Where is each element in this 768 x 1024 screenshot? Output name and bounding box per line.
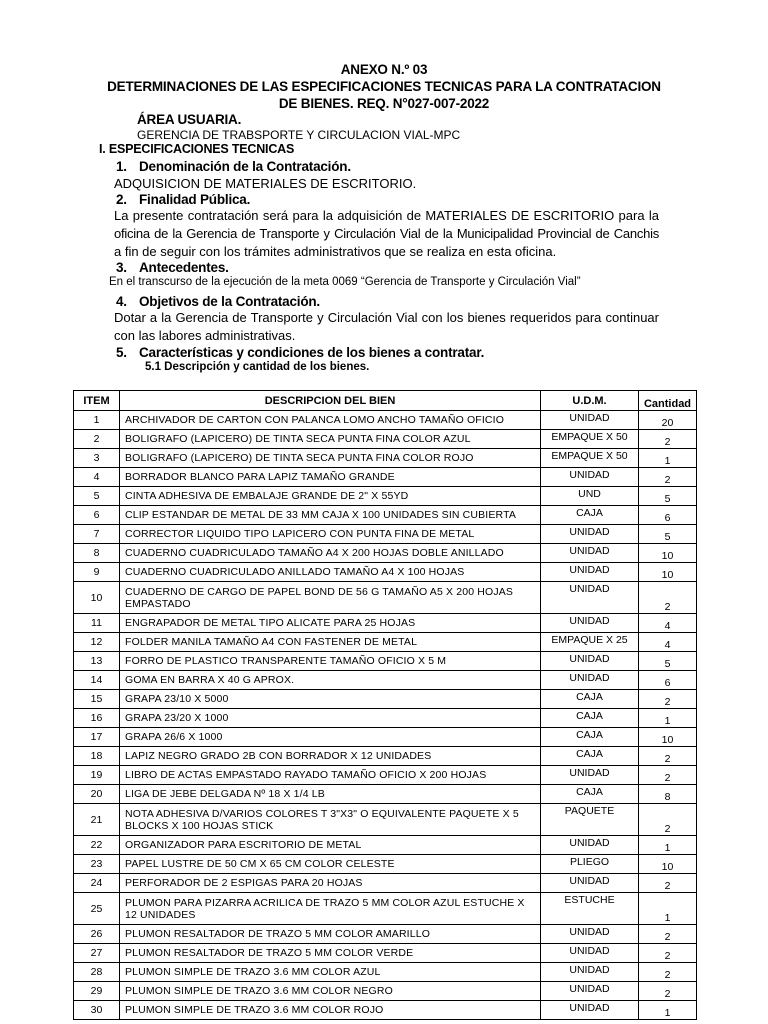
item-description-cell: ORGANIZADOR PARA ESCRITORIO DE METAL [120,836,541,855]
subsection-2-label: Finalidad Pública. [139,192,251,207]
item-number-cell: 13 [74,652,120,671]
subsection-2-number: 2. [116,192,127,207]
subsection-2-paragraph [114,207,659,261]
item-udm-cell: UNIDAD [541,671,639,690]
item-number-cell: 24 [74,874,120,893]
item-number-cell: 1 [74,411,120,430]
item-udm-cell: EMPAQUE X 25 [541,633,639,652]
item-udm-cell: UNIDAD [541,963,639,982]
item-number-cell: 15 [74,690,120,709]
table-row [74,544,697,563]
item-number-cell: 18 [74,747,120,766]
item-number-cell: 28 [74,963,120,982]
item-description-cell: FOLDER MANILA TAMAÑO A4 CON FASTENER DE METAL [120,633,541,652]
item-udm-cell: UNIDAD [541,874,639,893]
item-number-cell: 6 [74,506,120,525]
item-udm-cell: UNIDAD [541,525,639,544]
table-row [74,487,697,506]
item-description-cell: LAPIZ NEGRO GRADO 2B CON BORRADOR X 12 UNIDADES [120,747,541,766]
item-description-cell: CORRECTOR LIQUIDO TIPO LAPICERO CON PUNTA FINA DE METAL [120,525,541,544]
item-udm-cell: CAJA [541,506,639,525]
item-quantity-cell: 2 [639,747,697,766]
item-number-cell: 7 [74,525,120,544]
document-title-line1: DETERMINACIONES DE LAS ESPECIFICACIONES TECNICAS PARA LA CONTRATACION [107,79,661,94]
item-description-cell: PLUMON PARA PIZARRA ACRILICA DE TRAZO 5 MM COLOR AZUL ESTUCHE X 12 UNIDADES [120,893,541,925]
area-value: GERENCIA DE TRABSPORTE Y CIRCULACION VIAL-MPC [137,128,461,142]
item-number-cell: 11 [74,614,120,633]
table-row [74,468,697,487]
item-udm-cell: CAJA [541,690,639,709]
item-description-cell: CUADERNO CUADRICULADO ANILLADO TAMAÑO A4 X 100 HOJAS [120,563,541,582]
item-quantity-cell: 5 [639,487,697,506]
subsection-5-1-title: 5.1 Descripción y cantidad de los bienes. [145,361,370,373]
subsection-3-label: Antecedentes. [139,260,229,275]
item-description-cell: BOLIGRAFO (LAPICERO) DE TINTA SECA PUNTA FINA COLOR AZUL [120,430,541,449]
table-row [74,430,697,449]
item-udm-cell: UNIDAD [541,468,639,487]
column-header-quantity: Cantidad [639,391,697,411]
item-quantity-cell: 2 [639,468,697,487]
table-row [74,893,697,925]
subsection-1-title [116,159,351,174]
subsection-3-number: 3. [116,260,127,275]
item-description-cell: PAPEL LUSTRE DE 50 CM X 65 CM COLOR CELESTE [120,855,541,874]
subsection-4-line: con las labores administrativas. [114,328,296,343]
item-quantity-cell: 4 [639,614,697,633]
item-quantity-cell: 2 [639,944,697,963]
item-udm-cell: UNIDAD [541,944,639,963]
item-number-cell: 22 [74,836,120,855]
table-row [74,652,697,671]
item-description-cell: GOMA EN BARRA X 40 G APROX. [120,671,541,690]
area-label: ÁREA USUARIA. [137,112,242,127]
column-header-udm: U.D.M. [541,391,639,411]
item-quantity-cell: 1 [639,836,697,855]
item-udm-cell: CAJA [541,785,639,804]
table-row [74,633,697,652]
item-quantity-cell: 2 [639,874,697,893]
table-header-row [74,391,697,411]
column-header-item: ITEM [74,391,120,411]
table-row [74,874,697,893]
item-number-cell: 25 [74,893,120,925]
table-row [74,506,697,525]
subsection-3-text: En el transcurso de la ejecución de la meta 0069 “Gerencia de Transporte y Circulación Vial” [109,276,581,288]
item-udm-cell: UNIDAD [541,544,639,563]
item-number-cell: 9 [74,563,120,582]
document-title-line2: DE BIENES. REQ. N°027-007-2022 [278,96,490,111]
item-udm-cell: UNIDAD [541,836,639,855]
item-number-cell: 17 [74,728,120,747]
item-description-cell: PERFORADOR DE 2 ESPIGAS PARA 20 HOJAS [120,874,541,893]
table-row [74,411,697,430]
table-row [74,690,697,709]
table-row [74,836,697,855]
item-description-cell: PLUMON SIMPLE DE TRAZO 3.6 MM COLOR AZUL [120,963,541,982]
item-number-cell: 2 [74,430,120,449]
item-udm-cell: UNIDAD [541,925,639,944]
item-number-cell: 12 [74,633,120,652]
table-row [74,614,697,633]
section-title: I. ESPECIFICACIONES TECNICAS [99,142,295,156]
item-udm-cell: UNIDAD [541,766,639,785]
item-udm-cell: CAJA [541,747,639,766]
subsection-1-text: ADQUISICION DE MATERIALES DE ESCRITORIO. [114,176,417,191]
table-row [74,449,697,468]
item-number-cell: 27 [74,944,120,963]
item-number-cell: 14 [74,671,120,690]
column-header-description: DESCRIPCION DEL BIEN [120,391,541,411]
items-table [73,390,697,1020]
item-number-cell: 3 [74,449,120,468]
item-udm-cell: UNIDAD [541,1001,639,1020]
item-quantity-cell: 1 [639,1001,697,1020]
item-udm-cell: EMPAQUE X 50 [541,449,639,468]
item-number-cell: 29 [74,982,120,1001]
item-quantity-cell: 6 [639,506,697,525]
subsection-4-line: Dotar a la Gerencia de Transporte y Circulación Vial con los bienes requeridos para continuar [114,310,659,325]
table-row [74,671,697,690]
item-udm-cell: UNIDAD [541,982,639,1001]
item-number-cell: 5 [74,487,120,506]
item-description-cell: PLUMON RESALTADOR DE TRAZO 5 MM COLOR VERDE [120,944,541,963]
item-description-cell: CUADERNO CUADRICULADO TAMAÑO A4 X 200 HOJAS DOBLE ANILLADO [120,544,541,563]
subsection-4-number: 4. [116,294,127,309]
item-description-cell: LIGA DE JEBE DELGADA Nº 18 X 1/4 LB [120,785,541,804]
table-row [74,804,697,836]
item-quantity-cell: 8 [639,785,697,804]
table-row [74,855,697,874]
item-udm-cell: UNIDAD [541,582,639,614]
item-quantity-cell: 2 [639,804,697,836]
item-quantity-cell: 4 [639,633,697,652]
item-quantity-cell: 10 [639,544,697,563]
item-description-cell: CLIP ESTANDAR DE METAL DE 33 MM CAJA X 100 UNIDADES SIN CUBIERTA [120,506,541,525]
subsection-1-label: Denominación de la Contratación. [139,159,351,174]
table-row [74,982,697,1001]
item-number-cell: 21 [74,804,120,836]
item-quantity-cell: 2 [639,690,697,709]
item-quantity-cell: 2 [639,766,697,785]
item-quantity-cell: 2 [639,582,697,614]
item-number-cell: 20 [74,785,120,804]
item-number-cell: 19 [74,766,120,785]
item-description-cell: BORRADOR BLANCO PARA LAPIZ TAMAÑO GRANDE [120,468,541,487]
item-udm-cell: UNIDAD [541,563,639,582]
table-row [74,728,697,747]
subsection-4-title [116,294,320,309]
subsection-4-label: Objetivos de la Contratación. [139,294,320,309]
subsection-3-title [116,260,229,275]
table-row [74,963,697,982]
item-quantity-cell: 10 [639,855,697,874]
item-number-cell: 8 [74,544,120,563]
subsection-5-number: 5. [116,345,127,360]
item-quantity-cell: 1 [639,709,697,728]
item-number-cell: 10 [74,582,120,614]
item-number-cell: 30 [74,1001,120,1020]
item-udm-cell: PLIEGO [541,855,639,874]
table-row [74,785,697,804]
item-number-cell: 23 [74,855,120,874]
subsection-5-title [116,345,484,360]
table-row [74,582,697,614]
table-row [74,766,697,785]
item-description-cell: GRAPA 23/20 X 1000 [120,709,541,728]
item-udm-cell: CAJA [541,728,639,747]
table-row [74,1001,697,1020]
item-udm-cell: UNIDAD [541,411,639,430]
item-udm-cell: CAJA [541,709,639,728]
item-description-cell: GRAPA 26/6 X 1000 [120,728,541,747]
item-quantity-cell: 1 [639,449,697,468]
item-description-cell: CUADERNO DE CARGO DE PAPEL BOND DE 56 G TAMAÑO A5 X 200 HOJAS EMPASTADO [120,582,541,614]
table-row [74,925,697,944]
item-udm-cell: UNIDAD [541,652,639,671]
item-description-cell: ARCHIVADOR DE CARTON CON PALANCA LOMO ANCHO TAMAÑO OFICIO [120,411,541,430]
item-quantity-cell: 20 [639,411,697,430]
item-quantity-cell: 5 [639,525,697,544]
item-quantity-cell: 2 [639,982,697,1001]
item-quantity-cell: 2 [639,430,697,449]
table-row [74,563,697,582]
subsection-1-number: 1. [116,159,127,174]
item-quantity-cell: 5 [639,652,697,671]
table-row [74,525,697,544]
item-description-cell: LIBRO DE ACTAS EMPASTADO RAYADO TAMAÑO OFICIO X 200 HOJAS [120,766,541,785]
table-row [74,747,697,766]
subsection-4-paragraph [114,309,659,345]
item-quantity-cell: 6 [639,671,697,690]
item-udm-cell: UNIDAD [541,614,639,633]
subsection-2-line: oficina de la Gerencia de Transporte y Circulación Vial de la Municipalidad Provincial de Canchis [114,226,659,241]
item-description-cell: NOTA ADHESIVA D/VARIOS COLORES T 3"X3" O EQUIVALENTE PAQUETE X 5 BLOCKS X 100 HOJAS STICK [120,804,541,836]
annex-title: ANEXO N.º 03 [340,62,428,77]
table-row [74,709,697,728]
item-description-cell: ENGRAPADOR DE METAL TIPO ALICATE PARA 25 HOJAS [120,614,541,633]
item-udm-cell: UND [541,487,639,506]
subsection-5-label: Características y condiciones de los bienes a contratar. [139,345,485,360]
item-number-cell: 26 [74,925,120,944]
item-number-cell: 16 [74,709,120,728]
item-description-cell: FORRO DE PLASTICO TRANSPARENTE TAMAÑO OFICIO X 5 M [120,652,541,671]
item-quantity-cell: 10 [639,563,697,582]
item-description-cell: PLUMON SIMPLE DE TRAZO 3.6 MM COLOR ROJO [120,1001,541,1020]
item-description-cell: CINTA ADHESIVA DE EMBALAJE GRANDE DE 2" X 55YD [120,487,541,506]
item-description-cell: BOLIGRAFO (LAPICERO) DE TINTA SECA PUNTA FINA COLOR ROJO [120,449,541,468]
items-table-body [74,411,697,1020]
item-quantity-cell: 10 [639,728,697,747]
item-quantity-cell: 1 [639,893,697,925]
item-number-cell: 4 [74,468,120,487]
item-quantity-cell: 2 [639,963,697,982]
item-description-cell: GRAPA 23/10 X 5000 [120,690,541,709]
item-udm-cell: ESTUCHE [541,893,639,925]
item-description-cell: PLUMON SIMPLE DE TRAZO 3.6 MM COLOR NEGRO [120,982,541,1001]
subsection-2-line: La presente contratación será para la adquisición de MATERIALES DE ESCRITORIO para la [114,208,659,223]
table-row [74,944,697,963]
subsection-2-title [116,192,250,207]
item-udm-cell: EMPAQUE X 50 [541,430,639,449]
subsection-2-line: a fin de seguir con los trámites administrativos que se realiza en esta oficina. [114,244,557,259]
item-description-cell: PLUMON RESALTADOR DE TRAZO 5 MM COLOR AMARILLO [120,925,541,944]
item-udm-cell: PAQUETE [541,804,639,836]
item-quantity-cell: 2 [639,925,697,944]
